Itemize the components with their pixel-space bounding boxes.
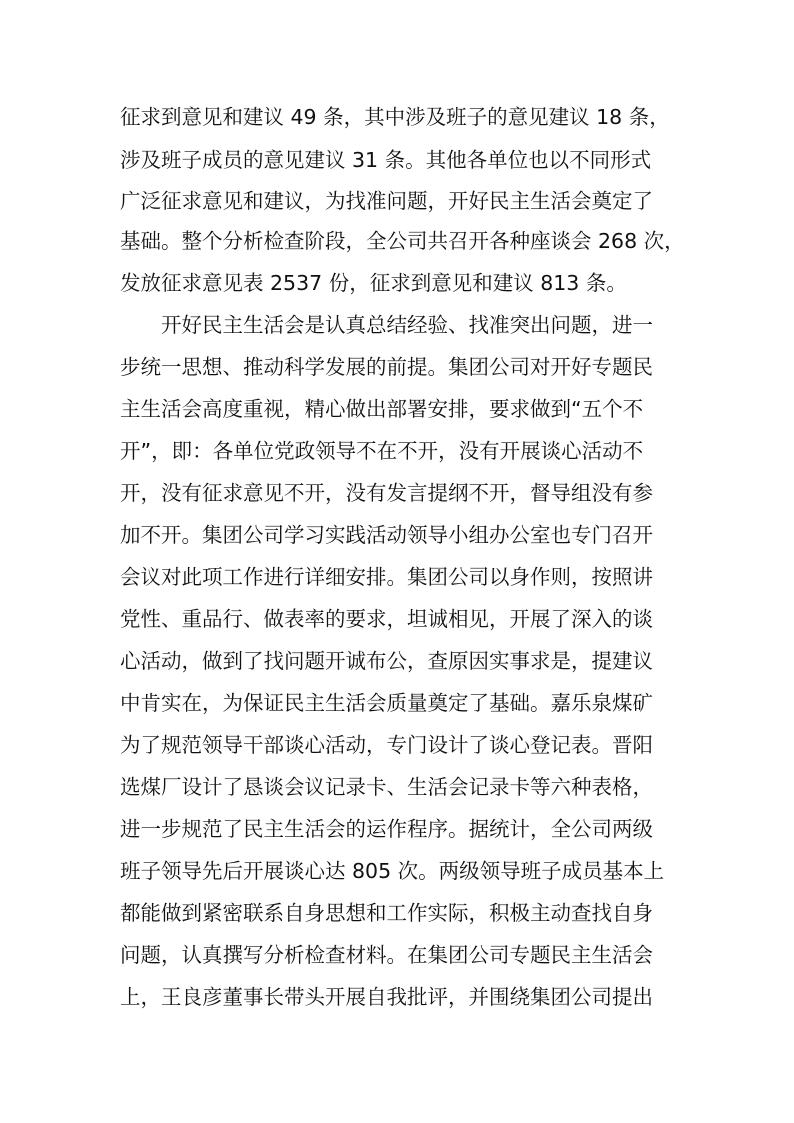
- text-line: 为了规范领导干部谈心活动，专门设计了谈心登记表。晋阳: [120, 733, 653, 757]
- text-line: 征求到意见和建议 49 条，其中涉及班子的意见建议 18 条，: [120, 105, 670, 129]
- text-line: 开，没有征求意见不开，没有发言提纲不开，督导组没有参: [120, 481, 653, 505]
- text-line: 加不开。集团公司学习实践活动领导小组办公室也专门召开: [120, 523, 653, 547]
- paragraph-first-line: 开好民主生活会是认真总结经验、找准突出问题，进一: [161, 313, 653, 337]
- text-line: 中肯实在，为保证民主生活会质量奠定了基础。嘉乐泉煤矿: [120, 691, 653, 715]
- text-line: 问题，认真撰写分析检查材料。在集团公司专题民主生活会: [120, 943, 653, 967]
- text-line: 上，王良彦董事长带头开展自我批评，并围绕集团公司提出: [120, 985, 653, 1009]
- text-line: 心活动，做到了找问题开诚布公，查原因实事求是，提建议: [120, 649, 653, 673]
- text-line: 涉及班子成员的意见建议 31 条。其他各单位也以不同形式: [120, 148, 652, 172]
- text-line: 都能做到紧密联系自身思想和工作实际，积极主动查找自身: [120, 901, 653, 925]
- text-line: 主生活会高度重视，精心做出部署安排，要求做到“五个不: [120, 397, 644, 421]
- text-line: 发放征求意见表 2537 份，征求到意见和建议 813 条。: [120, 271, 627, 295]
- text-line: 进一步规范了民主生活会的运作程序。据统计，全公司两级: [120, 817, 653, 841]
- text-line: 广泛征求意见和建议，为找准问题，开好民主生活会奠定了: [120, 189, 653, 213]
- text-line: 班子领导先后开展谈心达 805 次。两级领导班子成员基本上: [120, 859, 665, 883]
- text-line: 选煤厂设计了恳谈会议记录卡、生活会记录卡等六种表格，: [120, 775, 653, 799]
- text-line: 开”，即：各单位党政领导不在不开，没有开展谈心活动不: [120, 439, 644, 463]
- text-line: 会议对此项工作进行详细安排。集团公司以身作则，按照讲: [120, 565, 653, 589]
- text-line: 步统一思想、推动科学发展的前提。集团公司对开好专题民: [120, 355, 653, 379]
- text-line: 基础。整个分析检查阶段，全公司共召开各种座谈会 268 次，: [120, 229, 685, 253]
- text-line: 党性、重品行、做表率的要求，坦诚相见，开展了深入的谈: [120, 607, 653, 631]
